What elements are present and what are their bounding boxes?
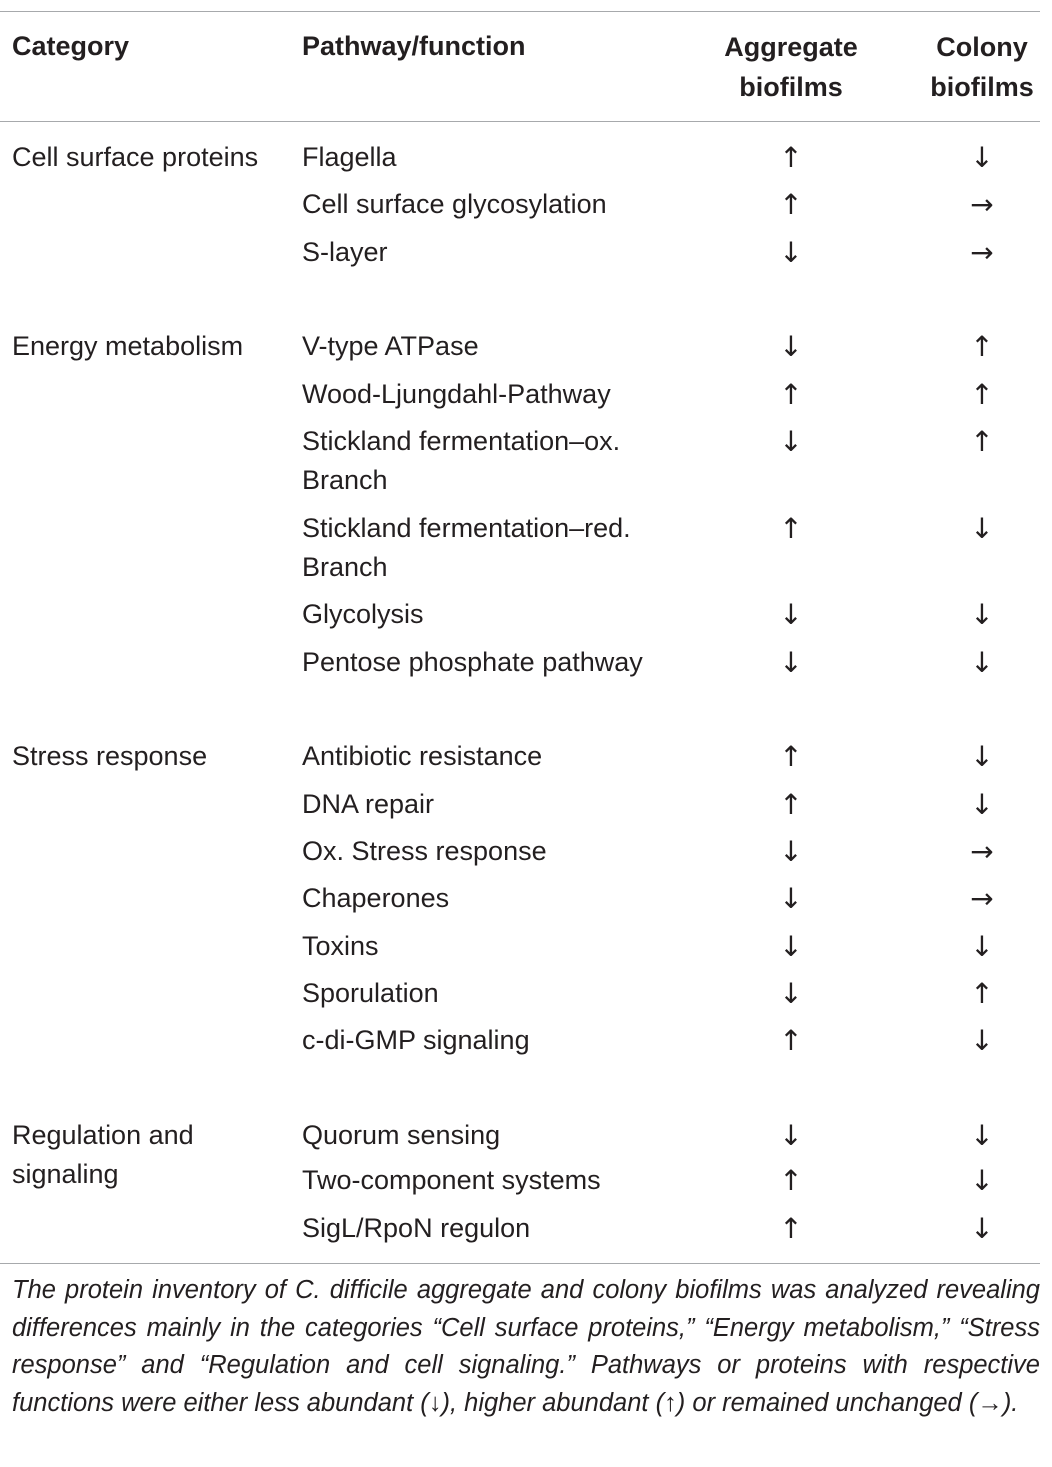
colony-arrow: →: [970, 835, 994, 868]
aggregate-arrow: ↓: [779, 598, 803, 631]
colony-arrow: →: [970, 882, 994, 915]
aggregate-arrow: ↓: [779, 930, 803, 963]
pathway-cell: c-di-GMP signaling: [302, 1025, 530, 1055]
colony-arrow: →: [970, 188, 994, 221]
aggregate-arrow: ↑: [779, 740, 803, 773]
header-pathway: Pathway/function: [302, 31, 526, 61]
pathway-cell: Sporulation: [302, 978, 439, 1008]
category-cell-surface-proteins: Cell surface proteins: [12, 142, 259, 172]
colony-arrow: ↑: [970, 977, 994, 1010]
aggregate-arrow: ↑: [779, 788, 803, 821]
header-bottom-rule: [0, 121, 1040, 122]
colony-arrow: →: [970, 236, 994, 269]
colony-arrow: ↓: [970, 512, 994, 545]
table-footnote: The protein inventory of C. difficile aggregate and colony biofilms was analyzed revealing differences mainly in the categories “Cell surface proteins,” “Energy metabolism,” “Stress response” and “Regulation and cell signaling.” Pathways or proteins with respective functions were either less abundant (↓), higher abundant (↑) or remained unchanged (→).: [12, 1276, 1040, 1417]
colony-arrow: ↑: [970, 378, 994, 411]
pathway-cell: Two-component systems: [302, 1165, 601, 1195]
header-aggregate-line1: Aggregate: [724, 32, 858, 62]
category-regulation-and-signaling: Regulation and signaling: [12, 1120, 194, 1189]
pathway-cell: Antibiotic resistance: [302, 741, 543, 771]
aggregate-arrow: ↓: [779, 977, 803, 1010]
pathway-cell: Cell surface glycosylation: [302, 189, 607, 219]
pathway-cell: Stickland fermentation–ox. Branch: [302, 426, 621, 495]
aggregate-arrow: ↓: [779, 330, 803, 363]
header-colony: [930, 27, 1034, 107]
aggregate-arrow: ↓: [779, 236, 803, 269]
pathway-cell: Flagella: [302, 142, 397, 172]
aggregate-arrow: ↓: [779, 835, 803, 868]
pathway-cell: Ox. Stress response: [302, 836, 547, 866]
colony-arrow: ↓: [970, 1119, 994, 1152]
colony-arrow: ↑: [970, 425, 994, 458]
pathway-cell: Chaperones: [302, 883, 450, 913]
pathway-cell: DNA repair: [302, 789, 435, 819]
aggregate-arrow: ↑: [779, 1212, 803, 1245]
pathway-cell: V-type ATPase: [302, 331, 479, 361]
aggregate-arrow: ↓: [779, 1119, 803, 1152]
aggregate-arrow: ↑: [779, 1024, 803, 1057]
header-colony-line1: Colony: [936, 32, 1028, 62]
header-aggregate: [724, 27, 858, 107]
colony-arrow: ↓: [970, 1024, 994, 1057]
category-energy-metabolism: Energy metabolism: [12, 331, 244, 361]
pathway-cell: Stickland fermentation–red. Branch: [302, 513, 631, 582]
aggregate-arrow: ↓: [779, 882, 803, 915]
aggregate-arrow: ↑: [779, 141, 803, 174]
aggregate-arrow: ↑: [779, 188, 803, 221]
header-category: Category: [12, 31, 130, 61]
colony-arrow: ↓: [970, 930, 994, 963]
aggregate-arrow: ↑: [779, 1164, 803, 1197]
pathway-cell: Quorum sensing: [302, 1120, 501, 1150]
colony-arrow: ↓: [970, 1212, 994, 1245]
aggregate-arrow: ↓: [779, 425, 803, 458]
colony-arrow: ↓: [970, 646, 994, 679]
colony-arrow: ↓: [970, 788, 994, 821]
pathway-cell: Toxins: [302, 931, 379, 961]
header-colony-line2: biofilms: [930, 72, 1034, 102]
category-stress-response: Stress response: [12, 741, 208, 771]
pathway-cell: Pentose phosphate pathway: [302, 647, 643, 677]
pathway-cell: Glycolysis: [302, 599, 424, 629]
table-bottom-rule: [0, 1263, 1040, 1264]
colony-arrow: ↓: [970, 141, 994, 174]
colony-arrow: ↑: [970, 330, 994, 363]
colony-arrow: ↓: [970, 740, 994, 773]
header-aggregate-line2: biofilms: [739, 72, 843, 102]
pathway-cell: S-layer: [302, 237, 388, 267]
colony-arrow: ↓: [970, 598, 994, 631]
aggregate-arrow: ↓: [779, 646, 803, 679]
colony-arrow: ↓: [970, 1164, 994, 1197]
pathway-cell: SigL/RpoN regulon: [302, 1213, 531, 1243]
table-top-rule: [0, 11, 1040, 12]
aggregate-arrow: ↑: [779, 512, 803, 545]
aggregate-arrow: ↑: [779, 378, 803, 411]
pathway-cell: Wood-Ljungdahl-Pathway: [302, 379, 611, 409]
